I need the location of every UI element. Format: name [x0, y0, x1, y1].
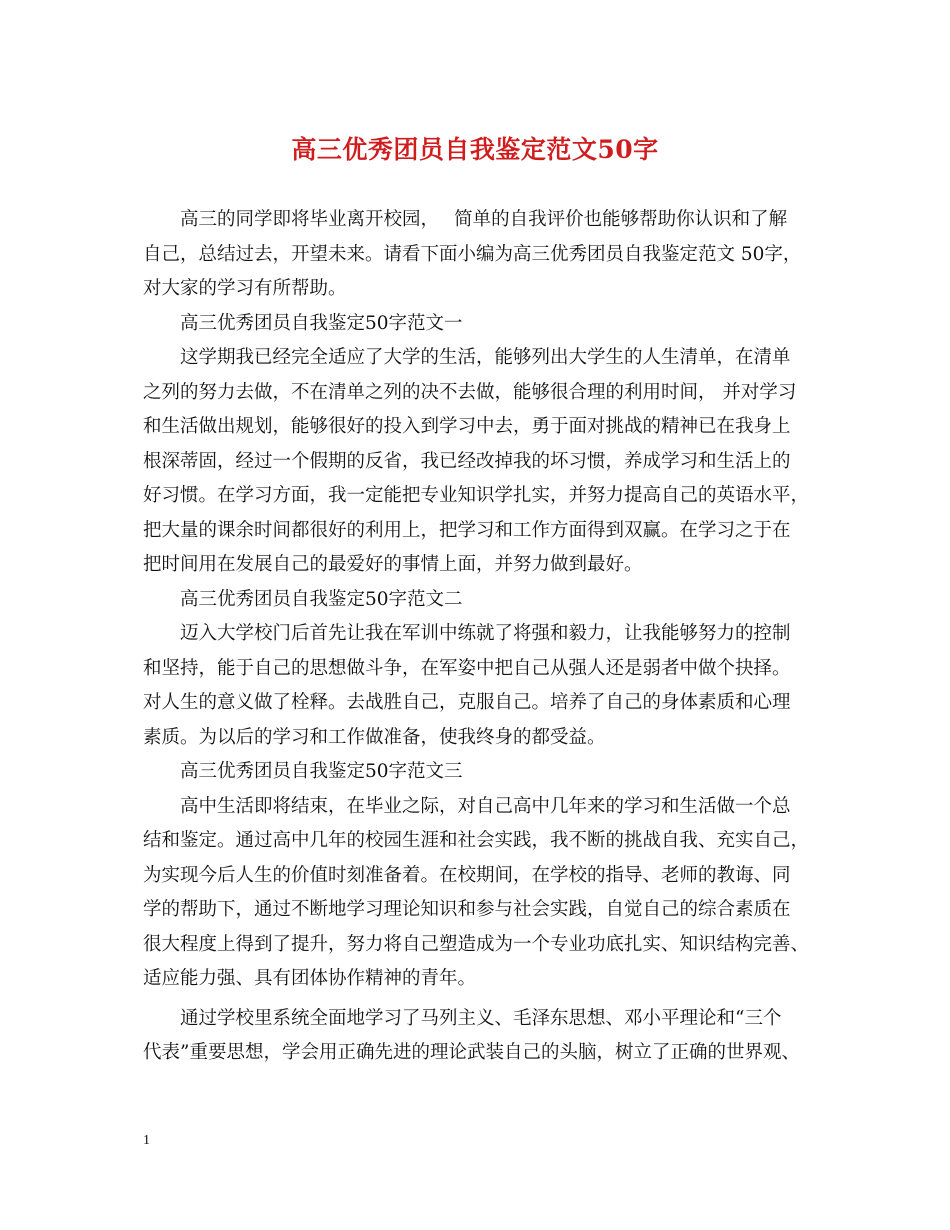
paragraph-line: 根深蒂固，经过一个假期的反省，我已经改掉我的坏习惯，养成学习和生活上的: [143, 450, 791, 472]
paragraph-line: 把大量的课余时间都很好的利用上，把学习和工作方面得到双赢。在学习之于在: [143, 519, 791, 541]
paragraph-line: 迈入大学校门后首先让我在军训中练就了将强和毅力，让我能够努力的控制: [180, 623, 791, 644]
paragraph-line: 和坚持，能于自己的思想做斗争，在军姿中把自己从强人还是弱者中做个抉择。: [143, 657, 791, 679]
paragraph-line: 代表”重要思想，学会用正确先进的理论武装自己的头脑，树立了正确的世界观、: [143, 1042, 800, 1063]
paragraph-line: 通过学校里系统全面地学习了马列主义、毛泽东思想、邓小平理论和“三个: [180, 1007, 782, 1029]
section-heading: 高三优秀团员自我鉴定50字范文一: [180, 312, 463, 334]
paragraph-line: 为实现今后人生的价值时刻准备着。在校期间，在学校的指导、老师的教诲、同: [143, 864, 791, 886]
paragraph-line: 很大程度上得到了提升，努力将自己塑造成为一个专业功底扎实、知识结构完善、: [143, 933, 810, 955]
paragraph-line: 高中生活即将结束，在毕业之际，对自己高中几年来的学习和生活做一个总: [180, 795, 791, 817]
section-heading: 高三优秀团员自我鉴定50字范文二: [180, 588, 463, 610]
paragraph-line: 高三的同学即将毕业离开校园， 简单的自我评价也能够帮助你认识和了解: [180, 209, 788, 230]
paragraph-line: 学的帮助下，通过不断地学习理论知识和参与社会实践，自觉自己的综合素质在: [143, 899, 791, 920]
section-heading: 高三优秀团员自我鉴定50字范文三: [180, 761, 463, 782]
paragraph-line: 对大家的学习有所帮助。: [143, 278, 347, 299]
paragraph-line: 和生活做出规划，能够很好的投入到学习中去，勇于面对挑战的精神已在我身上: [143, 416, 791, 437]
paragraph-line: 把时间用在发展自己的最爱好的事情上面，并努力做到最好。: [143, 554, 643, 575]
document-body: [143, 203, 823, 1071]
paragraph-line: 素质。为以后的学习和工作做准备，使我终身的都受益。: [143, 726, 606, 748]
paragraph-line: 这学期我已经完全适应了大学的生活，能够列出大学生的人生清单，在清单: [180, 347, 791, 368]
paragraph-line: 之列的努力去做，不在清单之列的决不去做，能够很合理的利用时间， 并对学习: [143, 381, 797, 403]
paragraph-line: 对人生的意义做了栓释。去战胜自己，克服自己。培养了自己的身体素质和心理: [143, 692, 791, 713]
document-title: 高三优秀团员自我鉴定范文50字: [291, 135, 659, 164]
paragraph-line: 好习惯。在学习方面，我一定能把专业知识学扎实，并努力提高自己的英语水平，: [143, 485, 810, 506]
paragraph-line: 适应能力强、具有团体协作精神的青年。: [143, 968, 477, 989]
paragraph-line: 结和鉴定。通过高中几年的校园生涯和社会实践，我不断的挑战自我、充实自己，: [143, 830, 810, 851]
page-number: 1: [143, 1133, 150, 1148]
paragraph-line: 自己，总结过去，开望未来。请看下面小编为高三优秀团员自我鉴定范文 50字，: [143, 243, 802, 265]
